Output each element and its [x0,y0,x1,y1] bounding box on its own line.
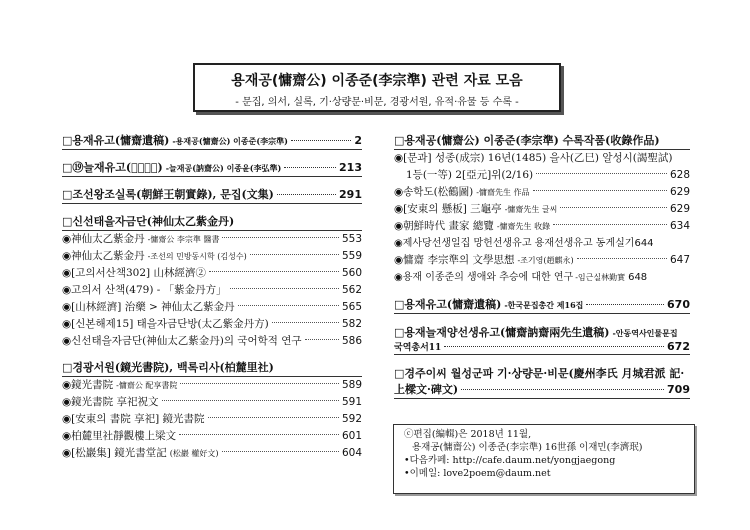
list-item[interactable]: 1등(一等) 2[亞元]위(2/16) 628 [406,169,690,181]
section-heading[interactable]: □용재늘재양선생유고(慵齋訥齋兩先生遺稿) -안동역사인물문집 [394,326,678,339]
editor-info-box [393,424,695,494]
title-box [193,63,561,112]
leader-dots [284,167,336,168]
list-item[interactable]: ◉柏麓里社靜觀樓上梁文 601 [62,430,362,442]
list-item[interactable]: ◉朝鮮時代 畫家 總覽 -慵齋先生 收錄 634 [394,220,690,232]
list-item[interactable]: ◉[山林經濟] 治藥 > 神仙太乙紫金丹 565 [62,301,362,313]
list-item[interactable]: ◉鏡光書院 -慵齋公 配享書院 589 [62,379,362,391]
leader-dots [277,194,336,195]
section-heading[interactable]: □⑲늘재유고(𧩌齋遺稿) -늘재공(訥齋公) 이종윤(李弘準) 213 [62,159,362,177]
edit-date: ⓒ편집(編輯)은 2018년 11월, [404,429,532,440]
section-heading: □용재공(慵齋公) 이종준(李宗準) 수록작품(收錄作品) [394,132,690,150]
section-heading[interactable]: □용재유고(慵齋遺稿) -용재공(慵齋公) 이종준(李宗準) 2 [62,132,362,150]
section-heading: □경광서원(鏡光書院), 백록리사(柏麓里社) [62,359,362,377]
list-item[interactable]: ◉[松巖集] 鏡光書堂記 (松巖 權好文) 604 [62,447,362,459]
list-item[interactable]: ◉신선태을자금단(神仙太乙紫金丹)의 국어학적 연구 586 [62,335,362,347]
section [62,159,362,177]
section [62,213,362,350]
section [394,132,690,286]
list-item[interactable]: ◉慵齋 李宗準의 文學思想 -조기영(趙麒永) 647 [394,254,690,266]
list-item[interactable]: ◉[고의서산책302] 山林經濟② 560 [62,267,362,279]
section [62,186,362,204]
list-item[interactable]: ◉송학도(松鶴圖) -慵齋先生 作品 629 [394,186,690,198]
list-item[interactable]: ◉고의서 산책(479) - 「紫金丹方」 562 [62,284,362,296]
section [62,359,362,462]
section-heading[interactable]: □조선왕조실록(朝鮮王朝實錄), 문집(文集) 291 [62,186,362,204]
email-link[interactable]: •이메일: love2poem@daum.net [404,468,551,479]
leader-dots [291,140,351,141]
left-column [62,132,362,471]
section [62,132,362,150]
section-heading-cont: 국역총서11 672 [394,340,690,353]
list-item[interactable]: ◉[신본해제15] 태을자금단방(太乙紫金丹方) 582 [62,318,362,330]
section-heading: □신선태을자금단(神仙太乙紫金丹) [62,213,362,231]
page-title: 용재공(慵齋公) 이종준(李宗準) 관련 자료 모음 [231,73,523,89]
page-subtitle: - 문집, 의서, 실록, 기·상량문·비문, 경광서원, 유적·유물 등 수록 - [235,97,519,108]
list-item[interactable]: ◉鏡光書院 享祀祝文 591 [62,396,362,408]
list-item[interactable]: ◉용재 이종준의 생애와 추승에 대한 연구 -임근실林勤實 648 [394,272,648,283]
section [394,365,690,399]
list-item[interactable]: ◉제사당선생일집 망헌선생유고 용재선생유고 동게실기 644 [394,238,654,249]
list-item[interactable]: ◉神仙太乙紫金丹 -조선의 민방동시학 (김성수) 559 [62,250,362,262]
section [394,324,690,355]
list-item[interactable]: ◉[安東의 懸板] 三龜亭 -慵齋先生 글씨 629 [394,203,690,215]
list-item[interactable]: ◉[安東의 書院 享祀] 鏡光書院 592 [62,413,362,425]
section [394,296,690,314]
list-item[interactable]: ◉[문과] 성종(成宗) 16년(1485) 을사(乙巳) 알성시(謁聖試) [394,152,673,164]
section-heading-cont: 上樑文·碑文) 709 [394,381,690,399]
list-item[interactable]: ◉神仙太乙紫金丹 -慵齋公 李宗準 醫書 553 [62,233,362,245]
right-column [394,132,690,408]
section-heading[interactable]: □경주이씨 월성군파 기·상량문·비문(慶州李氏 月城君派 記· [394,367,685,380]
cafe-link[interactable]: •다음카페: http://cafe.daum.net/yongjaegong [404,455,616,466]
section-heading[interactable]: □용재유고(慵齋遺稿) -한국문집총간 제16집 670 [394,296,690,314]
editor-name: 용재공(慵齋公) 이종준(李宗準) 16世孫 이재민(李濟珉) [412,442,643,453]
